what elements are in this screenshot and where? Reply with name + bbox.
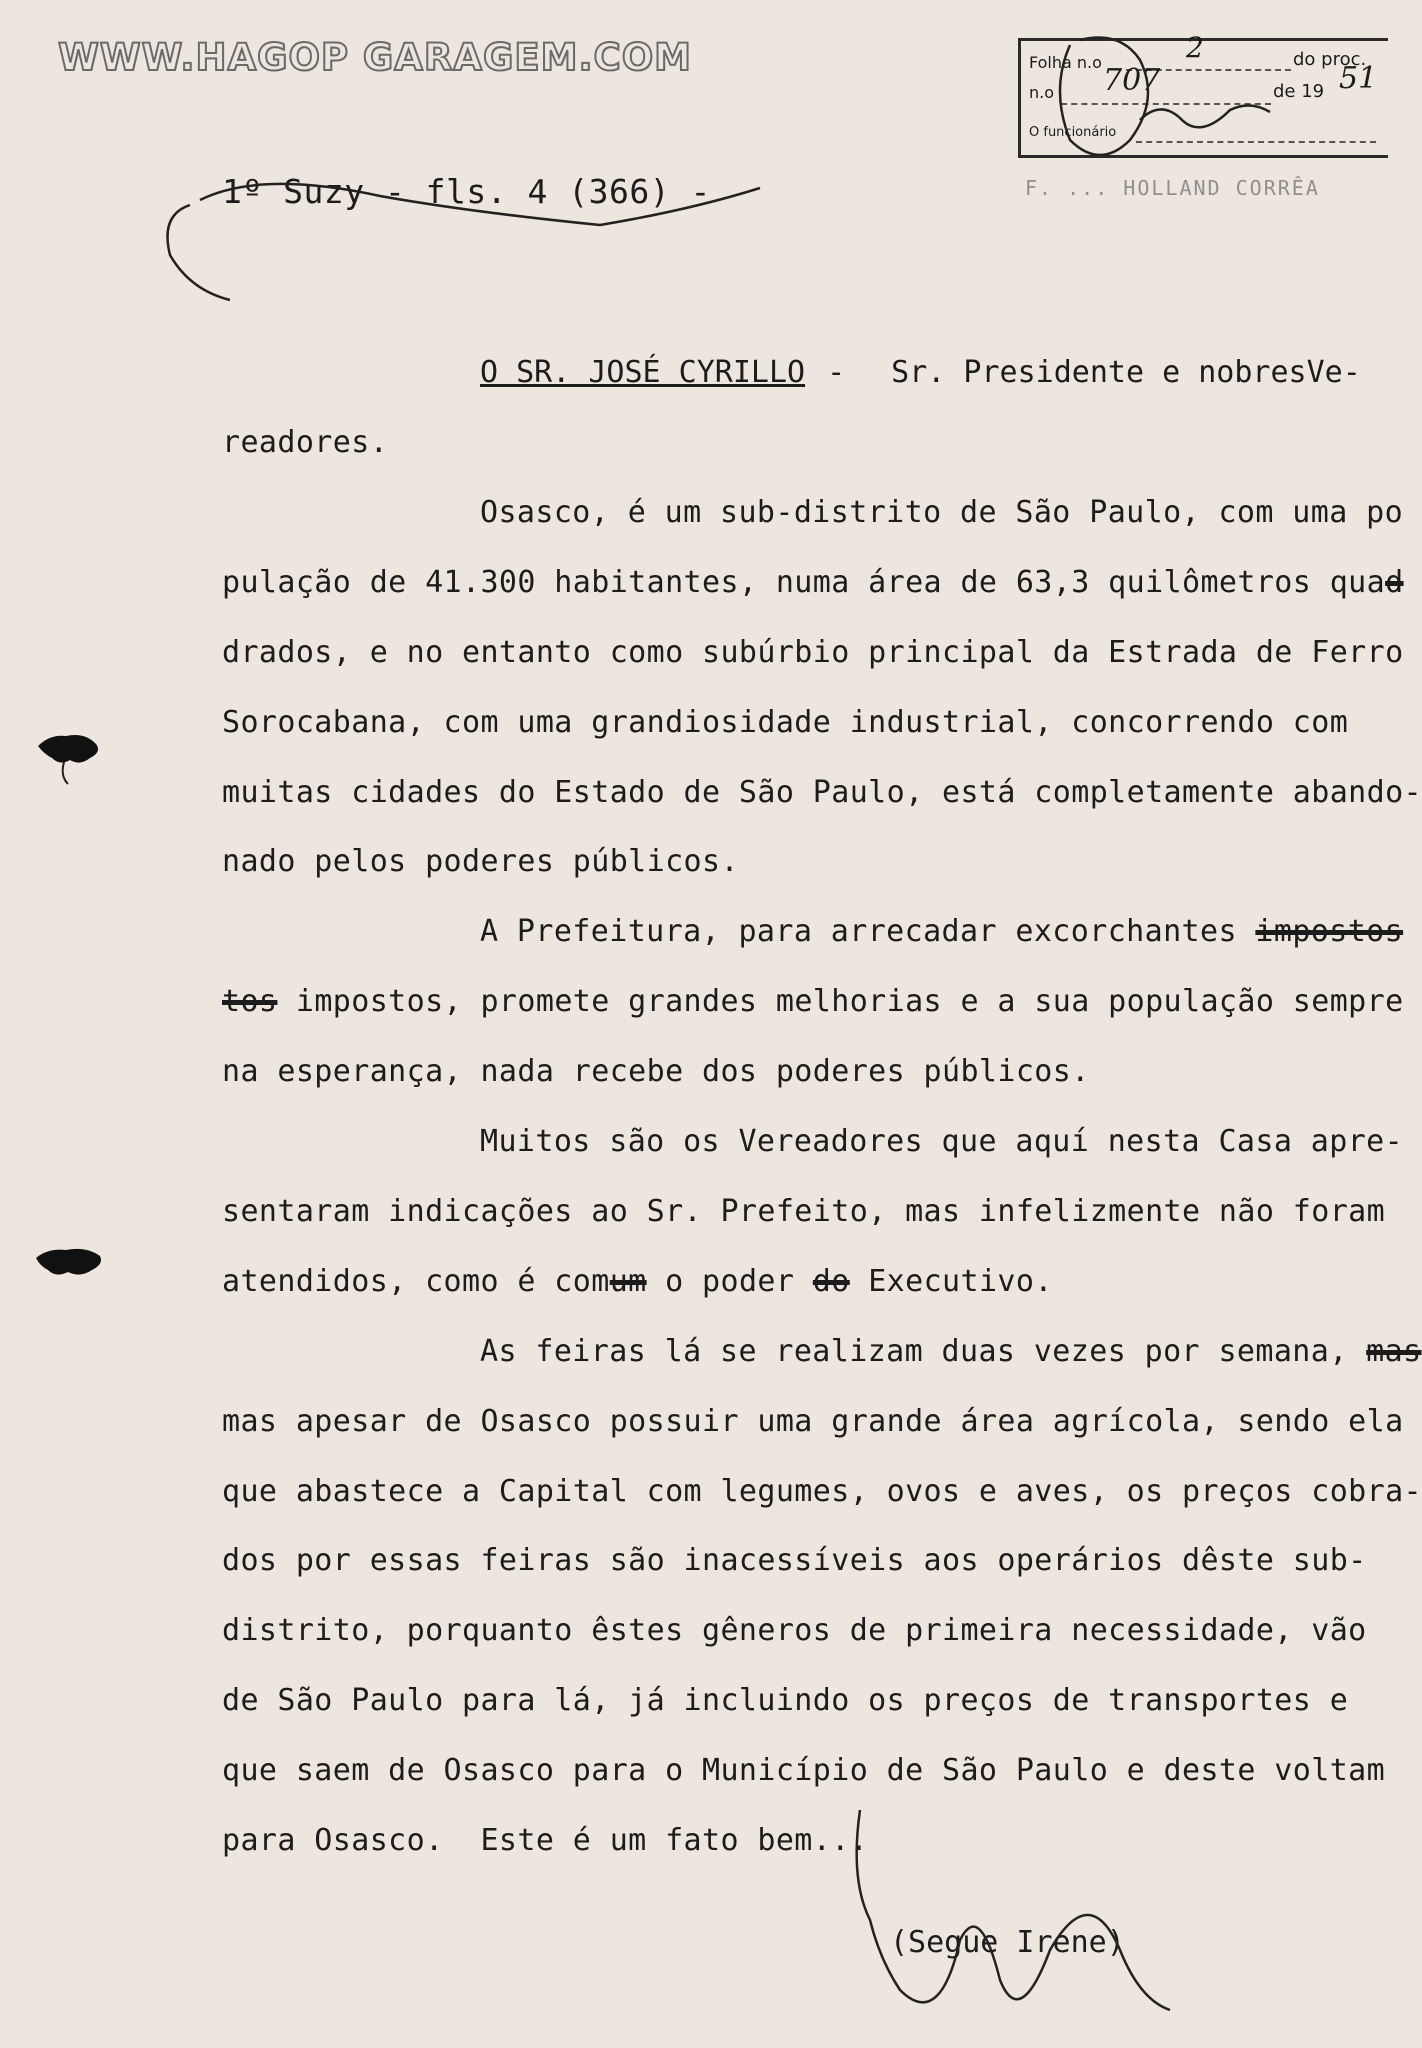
- text-line: [222, 1264, 1053, 1299]
- speaker-address: Sr. Presidente e nobresVe-: [891, 355, 1361, 390]
- protocol-stamp: [1018, 31, 1388, 158]
- line-text: A Prefeitura, para arrecadar excorchantes: [480, 914, 1256, 949]
- text-line: [222, 1194, 1385, 1229]
- stamp-no-label: n.o: [1029, 83, 1055, 102]
- text-line: [480, 1124, 1403, 1159]
- stamp-folha-label: Folha n.o: [1029, 53, 1102, 72]
- line-text: atendidos, como é com: [222, 1264, 610, 1299]
- text-line: [222, 775, 1422, 810]
- text-line: [480, 495, 1403, 530]
- punch-hole-icon: [30, 718, 110, 792]
- text-line: [222, 1543, 1367, 1578]
- line-text: na esperança, nada recebe dos poderes públicos.: [222, 1054, 1090, 1089]
- line-text: pulação de 41.300 habitantes, numa área de 63,3 quilômetros qua: [222, 565, 1386, 600]
- text-line: [222, 1823, 868, 1858]
- line-text: para Osasco. Este é um fato bem...: [222, 1823, 869, 1858]
- struck-text: do: [812, 1264, 850, 1299]
- line-text: que abastece a Capital com legumes, ovos e aves, os preços cobra-: [222, 1474, 1422, 1509]
- line-text: impostos, promete grandes melhorias e a sua população sempre: [277, 984, 1404, 1019]
- line-text: dos por essas feiras são inacessíveis aos operários dêste sub-: [222, 1543, 1367, 1578]
- stamp-dash-line: [1136, 141, 1376, 143]
- stamp-de-label: de 19: [1273, 81, 1325, 102]
- continuation-note: (Segue Irene): [890, 1925, 1125, 1960]
- text-line: [222, 844, 739, 879]
- text-line: [222, 1613, 1367, 1648]
- stamp-proc-number: 707: [1103, 63, 1161, 98]
- line-text: readores.: [222, 425, 389, 460]
- line-text: nado pelos poderes públicos.: [222, 844, 739, 879]
- line-text: drados, e no entanto como subúrbio principal da Estrada de Ferro: [222, 635, 1404, 670]
- text-line: [222, 1683, 1348, 1718]
- text-line: [222, 1054, 1090, 1089]
- speaker-dash: -: [827, 355, 846, 390]
- text-line: [222, 1404, 1404, 1439]
- line-text: Osasco, é um sub-distrito de São Paulo, com uma po: [480, 495, 1404, 530]
- watermark-text: WWW.HAGOP GARAGEM.COM: [58, 36, 692, 79]
- text-line: [480, 1334, 1422, 1369]
- line-text: muitas cidades do Estado de São Paulo, está completamente abando-: [222, 775, 1422, 810]
- text-line: [222, 1474, 1422, 1509]
- text-line: [480, 914, 1403, 949]
- punch-hole-icon: [30, 1232, 110, 1296]
- stamp-folha-value: 2: [1186, 31, 1204, 64]
- line-text: que saem de Osasco para o Município de São Paulo e deste voltam: [222, 1753, 1386, 1788]
- struck-text: tos: [222, 984, 278, 1019]
- line-text: mas apesar de Osasco possuir uma grande área agrícola, sendo ela: [222, 1404, 1404, 1439]
- struck-text: um: [609, 1264, 647, 1299]
- text-line: [222, 425, 388, 460]
- stamp-year-suffix: 51: [1339, 61, 1378, 96]
- stamp-dash-line: [1061, 103, 1271, 105]
- struck-text: mas: [1366, 1334, 1422, 1369]
- struck-text: d: [1385, 565, 1404, 600]
- text-line: [222, 565, 1404, 600]
- line-text: o poder: [646, 1264, 813, 1299]
- line-text: Executivo.: [849, 1264, 1053, 1299]
- faded-stamp-text: F. ... HOLLAND CORRÊA: [1025, 176, 1320, 200]
- stamp-do-proc-label: do proc.: [1293, 49, 1367, 70]
- text-line: [222, 1753, 1385, 1788]
- text-line: [222, 984, 1404, 1019]
- line-text: distrito, porquanto êstes gêneros de primeira necessidade, vão: [222, 1613, 1367, 1648]
- line-text: de São Paulo para lá, já incluindo os preços de transportes e: [222, 1683, 1349, 1718]
- text-line: [222, 705, 1348, 740]
- struck-text: impostos: [1255, 914, 1404, 949]
- line-text: As feiras lá se realizam duas vezes por semana,: [480, 1334, 1367, 1369]
- line-text: Sorocabana, com uma grandiosidade industrial, concorrendo com: [222, 705, 1349, 740]
- line-text: Muitos são os Vereadores que aquí nesta Casa apre-: [480, 1124, 1404, 1159]
- page-header: 1º Suzy - fls. 4 (366) -: [222, 172, 711, 211]
- text-line: [222, 635, 1404, 670]
- stamp-funcionario-label: O funcionário: [1029, 125, 1117, 140]
- speaker-line: [480, 355, 1361, 390]
- speaker-name: O SR. JOSÉ CYRILLO: [480, 355, 806, 390]
- line-text: sentaram indicações ao Sr. Prefeito, mas infelizmente não foram: [222, 1194, 1386, 1229]
